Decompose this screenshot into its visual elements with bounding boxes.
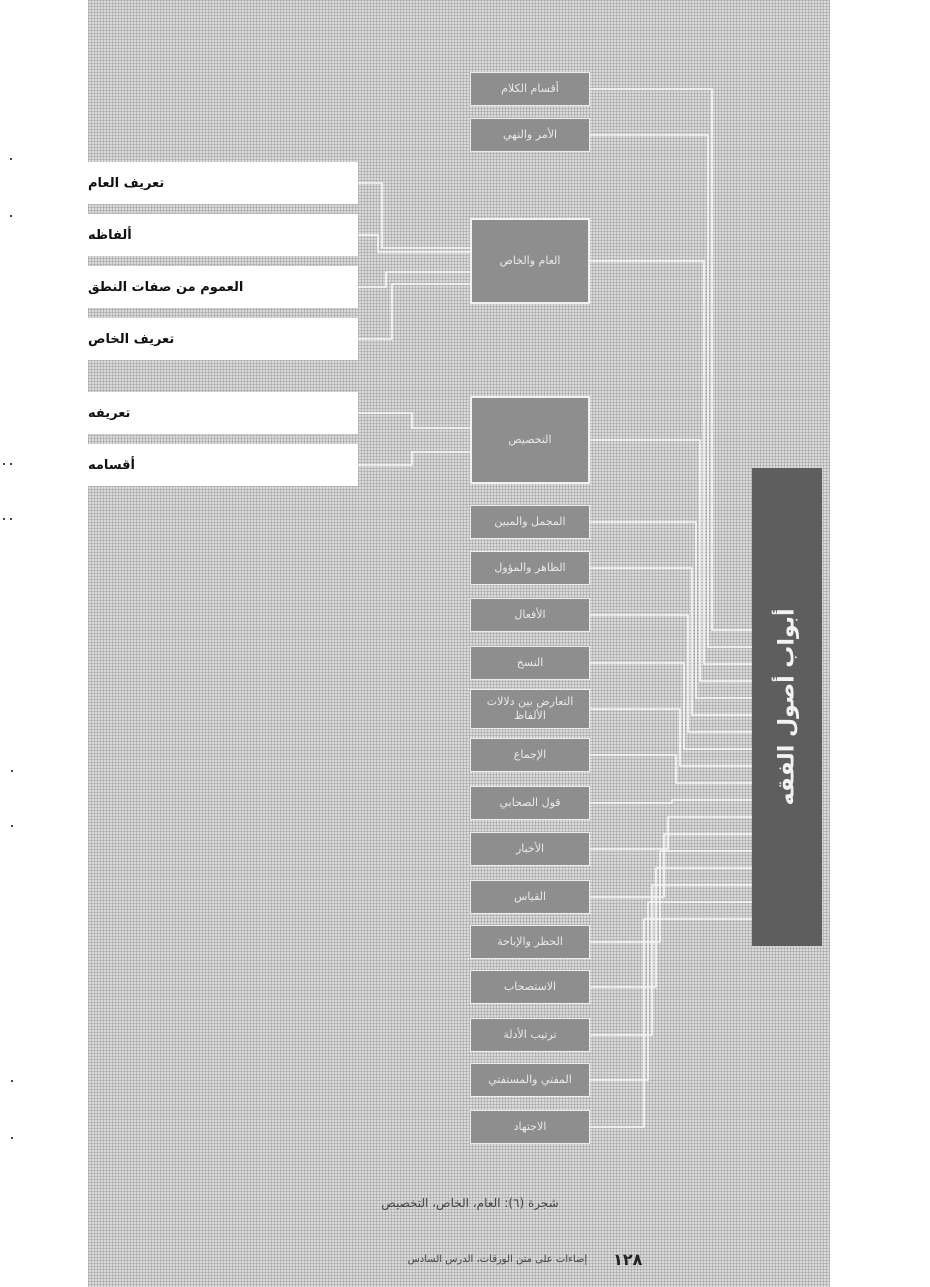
wire-sub-0 [358,183,470,248]
subtopic-general-definition: تعريف العام [88,162,358,204]
wire-sub-1 [358,235,470,252]
topic-box-prohibition-permission: الحظر والإباحة [470,925,590,959]
wire-topic-12 [590,834,752,897]
topic-box-mufti: المفتي والمستفتي [470,1063,590,1097]
wire-topic-5 [590,568,752,715]
wire-topic-17 [590,919,752,1127]
wire-topic-11 [590,817,752,849]
margin-dot [11,1137,13,1139]
topic-box-evidence-order: ترتيب الأدلة [470,1018,590,1052]
wire-sub-5 [358,452,470,465]
wire-topic-0 [590,89,752,630]
subtopic-specification-definition: تعريفه [88,392,358,434]
wire-topic-1 [590,135,752,647]
margin-dot [11,770,13,772]
running-title: إضاءات على متن الورقات، الدرس السادس [407,1253,588,1265]
topic-box-abrogation: النسخ [470,646,590,680]
topic-box-speech-types: أقسام الكلام [470,72,590,106]
subtopic-general-terms: ألفاظه [88,214,358,256]
subtopic-specification-types: أقسامه [88,444,358,486]
wire-topic-10 [590,800,752,803]
wire-topic-9 [590,755,752,783]
topic-box-reports: الأخبار [470,832,590,866]
topic-box-ambiguous-clear: المجمل والمبين [470,505,590,539]
figure-caption: شجرة (٦): العام، الخاص، التخصيص [381,1196,559,1210]
margin-dot [10,215,12,217]
margin-dot [11,825,13,827]
topic-box-ijtihad: الاجتهاد [470,1110,590,1144]
topic-box-apparent-interpreted: الظاهر والمؤول [470,551,590,585]
margin-dot [10,463,12,465]
wire-topic-7 [590,663,752,749]
wire-topic-16 [590,902,752,1080]
topic-box-analogy: القياس [470,880,590,914]
subtopic-generality-of-speech: العموم من صفات النطق [88,266,358,308]
diagram-title: أبواب أصول الفقه [774,608,800,806]
margin-dot [10,518,12,520]
wire-topic-2 [590,261,752,664]
subtopic-specific-definition: تعريف الخاص [88,318,358,360]
topic-box-consensus: الإجماع [470,738,590,772]
wire-topic-3 [590,440,752,681]
margin-dot [3,518,5,520]
wire-topic-14 [590,868,752,987]
topic-box-conflict: التعارض بين دلالات الألفاظ [470,689,590,729]
margin-dot [3,463,5,465]
topic-box-specification: التخصيص [470,396,590,484]
topic-box-presumption: الاستصحاب [470,970,590,1004]
wire-sub-4 [358,413,470,428]
wire-topic-15 [590,885,752,1035]
margin-dot [10,158,12,160]
topic-box-general-specific: العام والخاص [470,218,590,304]
topic-box-actions: الأفعال [470,598,590,632]
wire-topic-8 [590,709,752,766]
wire-topic-4 [590,522,752,698]
wire-sub-3 [358,284,470,339]
topic-box-command-prohibition: الأمر والنهي [470,118,590,152]
topic-box-companion-saying: قول الصحابي [470,786,590,820]
page-footer [360,1248,690,1270]
diagram-root-bar [752,468,822,946]
margin-dot [11,1080,13,1082]
page-number: ١٢٨ [613,1249,643,1269]
